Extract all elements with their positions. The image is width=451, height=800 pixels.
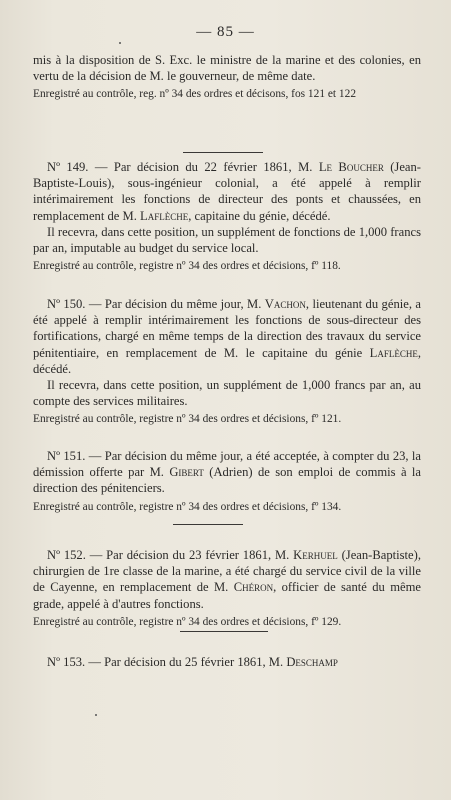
person-name: Laflèche [140,208,189,223]
entry-149-register: Enregistré au contrôle, registre nº 34 des ordres et décisions, fº 118. [33,260,341,273]
person-name: Vachon [264,297,306,311]
person-name: Le Boucher [318,160,384,174]
entry-150-register: Enregistré au contrôle, registre nº 34 des ordres et décisions, fº 121. [33,413,342,426]
entry-151 [33,448,421,515]
person-name: Deschamp [286,655,338,669]
entry-151-text: Nº 151. — Par décision du même jour, a été acceptée, à compter du 23, la démission offerte par M. Gibert (Adrien) de son emploi de commis à la direction des pénitenciers. [33,449,421,496]
separator [183,152,263,153]
entry-153 [33,654,421,670]
ink-speck [95,714,97,716]
entry-152 [33,547,421,630]
intro-text: mis à la disposition de S. Exc. le ministre de la marine et des colonies, en vertu de la décision de M. le gouverneur, de même date. [33,53,421,84]
intro-block [33,52,421,102]
separator [180,631,268,632]
entry-149-text: Nº 149. — Par décision du 22 février 1861, M. Le Boucher (Jean-Baptiste-Louis), sous-ingénieur colonial, a été appelé à remplir intérimairement les fonctions de directeur des ponts et chaussées, en remplacement de M. Laflèche, capitaine du génie, décédé. [33,160,421,223]
entry-152-text: Nº 152. — Par décision du 23 février 1861, M. Kerhuel (Jean-Baptiste), chirurgien de 1re classe de la marine, a été chargé du service civil de la ville de Cayenne, en remplacement de M. Chéron, officier de santé du même grade, appelé à d'autres fonctions. [33,548,421,611]
entry-150 [33,296,421,427]
person-name: Laflèche [369,345,418,360]
person-name: Kerhuel [293,548,338,562]
person-name: Chéron [233,580,274,595]
ink-speck [119,42,121,44]
entry-150-text: Nº 150. — Par décision du même jour, M. Vachon, lieutenant du génie, a été appelé à remplir intérimairement les fonctions de sous-directeur des fortifications, chargé en même temps de la direction des travaux du service pénitentiaire, en remplacement de M. le capitaine du génie Laflèche, décédé. [33,297,422,376]
separator [173,524,243,525]
entry-151-register: Enregistré au contrôle, registre nº 34 des ordres et décisions, fº 134. [33,500,342,513]
entry-152-register: Enregistré au contrôle, registre nº 34 des ordres et décisions, fº 129. [33,615,342,628]
entry-150-supplement: Il recevra, dans cette position, un supplément de 1,000 francs par an, au compte des services militaires. [33,378,421,409]
person-name: Gibert [169,465,204,480]
entry-153-text: Nº 153. — Par décision du 25 février 1861, M. Deschamp [47,655,338,669]
entry-149 [33,159,421,274]
intro-register: Enregistré au contrôle, reg. nº 34 des ordres et décisons, fos 121 et 122 [33,88,357,101]
entry-149-supplement: Il recevra, dans cette position, un supplément de fonctions de 1,000 francs par an, imputable au budget du service local. [33,224,421,256]
page-number: — 85 — [196,24,255,40]
